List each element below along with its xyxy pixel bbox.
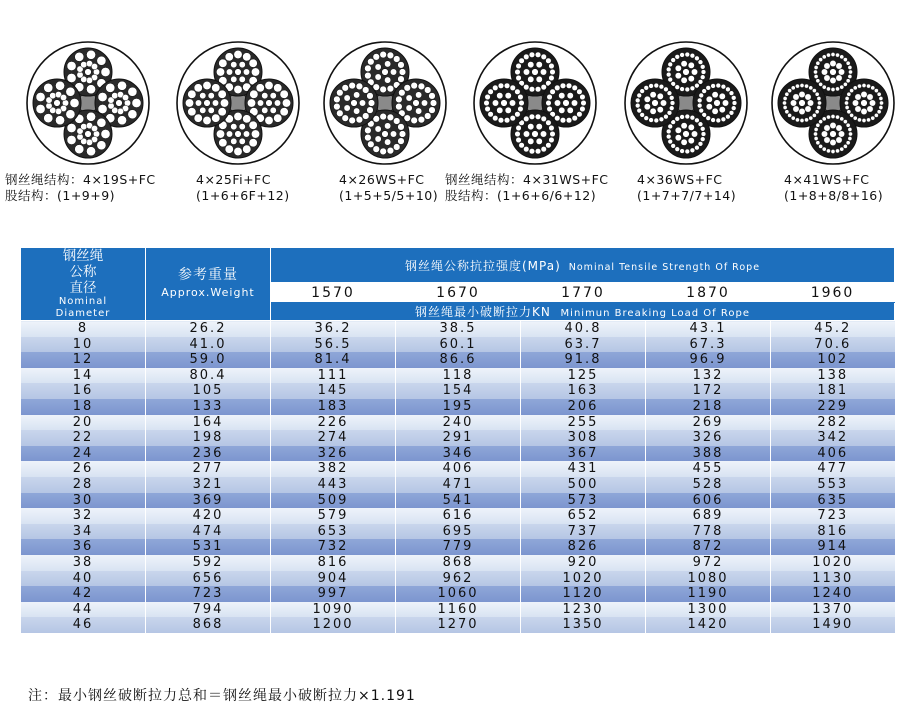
- table-cell: 816: [271, 555, 396, 571]
- table-cell: 723: [146, 586, 271, 602]
- table-cell: 218: [646, 399, 771, 415]
- table-cell: 26.2: [146, 321, 271, 337]
- rope-cross-section-icon: [770, 40, 896, 166]
- table-cell: 274: [271, 430, 396, 446]
- table-cell: 346: [396, 446, 521, 462]
- table-cell: 8: [21, 321, 146, 337]
- table-row: [21, 477, 895, 493]
- table-cell: 579: [271, 508, 396, 524]
- table-cell: 573: [521, 493, 646, 509]
- table-cell: 172: [646, 383, 771, 399]
- rope-structure-label: 4×41WS+FC: [784, 172, 870, 187]
- table-cell: 778: [646, 524, 771, 540]
- table-row: [21, 352, 895, 368]
- table-cell: 81.4: [271, 352, 396, 368]
- rope-cross-section-icon: [623, 40, 749, 166]
- rope-structures: [0, 0, 900, 215]
- table-cell: 26: [21, 461, 146, 477]
- table-cell: 24: [21, 446, 146, 462]
- table-row: [21, 508, 895, 524]
- table-cell: 471: [396, 477, 521, 493]
- table-cell: 60.1: [396, 337, 521, 353]
- table-row: [21, 337, 895, 353]
- table-cell: 1370: [771, 602, 895, 618]
- strand-structure-label: (1+7+7/7+14): [637, 188, 737, 203]
- table-cell: 1020: [771, 555, 895, 571]
- table-cell: 1420: [646, 617, 771, 633]
- table-cell: 105: [146, 383, 271, 399]
- table-cell: 226: [271, 415, 396, 431]
- table-cell: 816: [771, 524, 895, 540]
- table-row: [21, 539, 895, 555]
- table-cell: 477: [771, 461, 895, 477]
- table-cell: 653: [271, 524, 396, 540]
- table-cell: 14: [21, 368, 146, 384]
- table-cell: 40.8: [521, 321, 646, 337]
- table-cell: 86.6: [396, 352, 521, 368]
- table-cell: 38.5: [396, 321, 521, 337]
- table-cell: 868: [146, 617, 271, 633]
- table-row: [21, 430, 895, 446]
- table-cell: 606: [646, 493, 771, 509]
- table-cell: 22: [21, 430, 146, 446]
- table-row: [21, 368, 895, 384]
- strand-structure-label: 股结构：(1+6+6/6+12): [445, 188, 597, 203]
- strand-structure-label: (1+5+5/5+10): [339, 188, 439, 203]
- table-row: [21, 399, 895, 415]
- table-cell: 794: [146, 602, 271, 618]
- table-cell: 382: [271, 461, 396, 477]
- table-cell: 198: [146, 430, 271, 446]
- table-row: [21, 321, 895, 337]
- table-cell: 509: [271, 493, 396, 509]
- rope-caption: [445, 172, 609, 204]
- strength-header: 钢丝绳公称抗拉强度(MPa) Nominal Tensile Strength Of Rope: [271, 248, 895, 283]
- table-cell: 145: [271, 383, 396, 399]
- table-cell: 269: [646, 415, 771, 431]
- table-cell: 443: [271, 477, 396, 493]
- table-cell: 132: [646, 368, 771, 384]
- table-cell: 369: [146, 493, 271, 509]
- table-cell: 553: [771, 477, 895, 493]
- table-cell: 1020: [521, 571, 646, 587]
- table-cell: 656: [146, 571, 271, 587]
- table-cell: 1160: [396, 602, 521, 618]
- table-cell: 40: [21, 571, 146, 587]
- table-cell: 44: [21, 602, 146, 618]
- table-cell: 308: [521, 430, 646, 446]
- table-cell: 10: [21, 337, 146, 353]
- table-cell: 689: [646, 508, 771, 524]
- table-cell: 18: [21, 399, 146, 415]
- strand-structure-label: 股结构：(1+9+9): [5, 188, 116, 203]
- table-cell: 592: [146, 555, 271, 571]
- table-cell: 12: [21, 352, 146, 368]
- table-cell: 431: [521, 461, 646, 477]
- rope-cross-section-icon: [472, 40, 598, 166]
- breaking-load-table: [20, 247, 895, 633]
- table-cell: 616: [396, 508, 521, 524]
- table-cell: 206: [521, 399, 646, 415]
- rope-cross-section-icon: [25, 40, 151, 166]
- table-row: [21, 524, 895, 540]
- table-cell: 38: [21, 555, 146, 571]
- rope-caption: [196, 172, 290, 204]
- table-cell: 255: [521, 415, 646, 431]
- table-row: [21, 586, 895, 602]
- table-cell: 962: [396, 571, 521, 587]
- table-cell: 181: [771, 383, 895, 399]
- table-cell: 474: [146, 524, 271, 540]
- table-cell: 1490: [771, 617, 895, 633]
- table-cell: 164: [146, 415, 271, 431]
- table-cell: 406: [771, 446, 895, 462]
- table-cell: 91.8: [521, 352, 646, 368]
- table-cell: 1350: [521, 617, 646, 633]
- table-cell: 732: [271, 539, 396, 555]
- table-cell: 138: [771, 368, 895, 384]
- rope-structure-label: 4×25Fi+FC: [196, 172, 271, 187]
- table-cell: 872: [646, 539, 771, 555]
- table-cell: 36.2: [271, 321, 396, 337]
- table-cell: 282: [771, 415, 895, 431]
- table-cell: 1190: [646, 586, 771, 602]
- table-cell: 240: [396, 415, 521, 431]
- table-cell: 229: [771, 399, 895, 415]
- table-cell: 291: [396, 430, 521, 446]
- table-cell: 635: [771, 493, 895, 509]
- table-cell: 914: [771, 539, 895, 555]
- table-cell: 1090: [271, 602, 396, 618]
- table-row: [21, 555, 895, 571]
- table-cell: 1200: [271, 617, 396, 633]
- table-cell: 45.2: [771, 321, 895, 337]
- table-row: [21, 571, 895, 587]
- strand-structure-label: (1+6+6F+12): [196, 188, 290, 203]
- table-cell: 28: [21, 477, 146, 493]
- table-cell: 826: [521, 539, 646, 555]
- table-cell: 277: [146, 461, 271, 477]
- table-cell: 163: [521, 383, 646, 399]
- table-cell: 406: [396, 461, 521, 477]
- breaking-load-header: 钢丝绳最小破断拉力KN Minimun Breaking Load Of Rope: [271, 302, 895, 320]
- table-cell: 32: [21, 508, 146, 524]
- table-cell: 20: [21, 415, 146, 431]
- breaking-load-table-wrap: [20, 247, 894, 633]
- table-row: [21, 617, 895, 633]
- table-cell: 904: [271, 571, 396, 587]
- table-cell: 326: [646, 430, 771, 446]
- rope-structure-label: 4×36WS+FC: [637, 172, 723, 187]
- table-cell: 67.3: [646, 337, 771, 353]
- table-cell: 111: [271, 368, 396, 384]
- footnote: 注：最小钢丝破断拉力总和＝钢丝绳最小破断拉力×1.191: [28, 688, 416, 704]
- rope-caption: [5, 172, 156, 204]
- table-cell: 868: [396, 555, 521, 571]
- table-cell: 541: [396, 493, 521, 509]
- table-cell: 125: [521, 368, 646, 384]
- table-cell: 455: [646, 461, 771, 477]
- table-cell: 59.0: [146, 352, 271, 368]
- table-cell: 80.4: [146, 368, 271, 384]
- rope-caption: [784, 172, 883, 204]
- table-cell: 34: [21, 524, 146, 540]
- table-row: [21, 383, 895, 399]
- table-cell: 652: [521, 508, 646, 524]
- table-cell: 56.5: [271, 337, 396, 353]
- table-cell: 1060: [396, 586, 521, 602]
- table-cell: 342: [771, 430, 895, 446]
- table-cell: 154: [396, 383, 521, 399]
- table-cell: 420: [146, 508, 271, 524]
- table-cell: 236: [146, 446, 271, 462]
- table-cell: 528: [646, 477, 771, 493]
- grade-cell: 1960: [771, 283, 895, 302]
- grade-cell: 1570: [271, 283, 396, 302]
- table-cell: 1130: [771, 571, 895, 587]
- table-cell: 972: [646, 555, 771, 571]
- table-cell: 920: [521, 555, 646, 571]
- table-cell: 118: [396, 368, 521, 384]
- table-cell: 1270: [396, 617, 521, 633]
- rope-caption: [637, 172, 736, 204]
- table-cell: 326: [271, 446, 396, 462]
- table-cell: 36: [21, 539, 146, 555]
- table-cell: 46: [21, 617, 146, 633]
- table-body: [21, 321, 895, 633]
- strand-structure-label: (1+8+8/8+16): [784, 188, 884, 203]
- table-cell: 42: [21, 586, 146, 602]
- table-cell: 737: [521, 524, 646, 540]
- diameter-header: 钢丝绳 公称 直径 Nominal Diameter: [21, 248, 146, 321]
- table-cell: 102: [771, 352, 895, 368]
- table-cell: 70.6: [771, 337, 895, 353]
- table-row: [21, 415, 895, 431]
- table-cell: 695: [396, 524, 521, 540]
- grade-cell: 1670: [396, 283, 521, 302]
- rope-caption: [339, 172, 438, 204]
- rope-cross-section-icon: [322, 40, 448, 166]
- table-cell: 723: [771, 508, 895, 524]
- table-cell: 133: [146, 399, 271, 415]
- table-cell: 1120: [521, 586, 646, 602]
- rope-cross-section-icon: [175, 40, 301, 166]
- table-cell: 41.0: [146, 337, 271, 353]
- table-cell: 531: [146, 539, 271, 555]
- table-cell: 43.1: [646, 321, 771, 337]
- table-row: [21, 493, 895, 509]
- rope-structure-label: 钢丝绳结构：4×31WS+FC: [445, 172, 609, 187]
- table-cell: 96.9: [646, 352, 771, 368]
- table-row: [21, 602, 895, 618]
- table-cell: 183: [271, 399, 396, 415]
- table-row: [21, 446, 895, 462]
- table-cell: 16: [21, 383, 146, 399]
- table-cell: 1080: [646, 571, 771, 587]
- table-cell: 1240: [771, 586, 895, 602]
- table-cell: 500: [521, 477, 646, 493]
- table-cell: 1300: [646, 602, 771, 618]
- grade-cell: 1870: [646, 283, 771, 302]
- table-cell: 997: [271, 586, 396, 602]
- rope-structure-label: 4×26WS+FC: [339, 172, 425, 187]
- table-cell: 388: [646, 446, 771, 462]
- table-cell: 30: [21, 493, 146, 509]
- table-cell: 63.7: [521, 337, 646, 353]
- table-cell: 1230: [521, 602, 646, 618]
- rope-structure-label: 钢丝绳结构：4×19S+FC: [5, 172, 156, 187]
- table-row: [21, 461, 895, 477]
- table-cell: 321: [146, 477, 271, 493]
- grade-cell: 1770: [521, 283, 646, 302]
- table-cell: 367: [521, 446, 646, 462]
- table-cell: 779: [396, 539, 521, 555]
- table-cell: 195: [396, 399, 521, 415]
- weight-header: 参考重量 Approx.Weight: [146, 248, 271, 321]
